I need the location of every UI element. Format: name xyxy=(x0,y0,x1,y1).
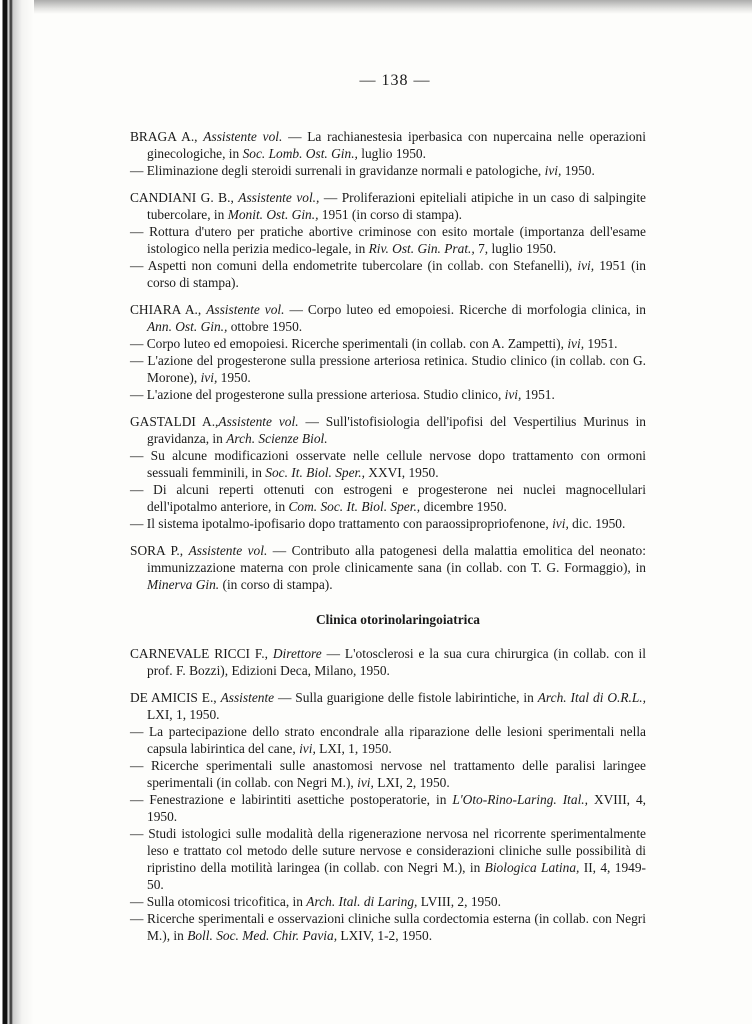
entry-text: DE AMICIS E., xyxy=(130,690,221,705)
entry-text: — Corpo luteo ed emopoiesi. Ricerche di morfologia clinica, in xyxy=(284,302,646,317)
bibliography-section-obstetrics xyxy=(130,128,646,593)
section-heading: Clinica otorinolaringoiatrica xyxy=(315,612,481,627)
bibliography-entry xyxy=(130,257,646,291)
entry-italic-text: Direttore xyxy=(272,646,322,661)
entry-italic-text: Assistente vol. xyxy=(188,543,268,558)
entry-text: LXI, 2, 1950. xyxy=(373,775,450,790)
author-group xyxy=(130,689,646,944)
entry-text: 1951. xyxy=(521,387,555,402)
entry-italic-text: Assistente vol. xyxy=(203,129,283,144)
entry-text: — Rottura d'utero per pratiche abortive criminose con esito mortale (importanza dell'esame istologico nella perizia medico-legale, in xyxy=(130,224,646,256)
page-number: — 138 — xyxy=(359,72,431,89)
bibliography-entry xyxy=(130,189,646,223)
entry-italic-text: ivi, xyxy=(357,775,374,790)
bibliography-section-otorhinolaryngology xyxy=(130,645,646,944)
entry-text: — La partecipazione dello strato encondrale alla riparazione delle lesioni sperimentali nella capsula labirintica del cane, xyxy=(130,724,646,756)
entry-text: SORA P., xyxy=(130,543,189,558)
bibliography-entry xyxy=(130,386,646,403)
entry-italic-text: Arch. Scienze Biol. xyxy=(226,431,328,446)
entry-text: — Studi istologici sulle modalità della rigenerazione nervosa nel ricorrente sperimentalmente leso e trattato col metodo delle suture nervose e considerazioni cliniche sulle possibilità di ripristino della motilità laringea (in collab. con Negri M.), in xyxy=(130,826,646,875)
entry-text: — L'azione del progesterone sulla pressione arteriosa. Studio clinico, xyxy=(130,387,505,402)
entry-text: GASTALDI A., xyxy=(130,414,219,429)
author-group xyxy=(130,128,646,179)
author-group xyxy=(130,645,646,679)
entry-italic-text: Soc. It. Biol. Sper., xyxy=(265,465,365,480)
entry-italic-text: Assistente vol. xyxy=(206,302,285,317)
bibliography xyxy=(130,128,646,954)
entry-text: 1951. xyxy=(584,336,618,351)
entry-text: — Sulla guarigione delle fistole labirintiche, in xyxy=(274,690,538,705)
bibliography-entry xyxy=(130,515,646,532)
entry-italic-text: ivi, xyxy=(504,387,522,402)
author-group xyxy=(130,413,646,532)
entry-text: — Sulla otomicosi tricofitica, in xyxy=(130,894,307,909)
entry-text: — La rachianestesia iperbasica con nupercaina nelle operazioni ginecologiche, in xyxy=(147,129,646,161)
entry-italic-text: ivi, xyxy=(552,516,569,531)
entry-text: LXI, 1, 1950. xyxy=(147,707,220,722)
entry-italic-text: Assistente vol. xyxy=(218,414,299,429)
entry-text: LXI, 1, 1950. xyxy=(315,741,392,756)
entry-italic-text: Assistente xyxy=(220,690,275,705)
entry-text: dicembre 1950. xyxy=(420,499,507,514)
entry-italic-text: ivi, xyxy=(567,336,585,351)
entry-text: — Proliferazioni epiteliali atipiche in un caso di salpingite tubercolare, in xyxy=(147,190,646,222)
entry-text: 7, luglio 1950. xyxy=(474,241,557,256)
entry-text: XVIII, 4, 1950. xyxy=(147,792,646,824)
entry-italic-text: Assistente vol., xyxy=(238,190,320,205)
entry-italic-text: ivi, xyxy=(299,741,316,756)
bibliography-entry xyxy=(130,791,646,825)
entry-italic-text: ivi, xyxy=(577,258,595,273)
entry-text: CARNEVALE RICCI F., xyxy=(130,646,273,661)
entry-text: (in corso di stampa). xyxy=(219,577,333,592)
entry-italic-text: Boll. Soc. Med. Chir. Pavia, xyxy=(187,928,338,943)
bibliography-entry xyxy=(130,893,646,910)
entry-text: — Aspetti non comuni della endometrite tubercolare (in collab. con Stefanelli), xyxy=(130,258,578,273)
bibliography-entry xyxy=(130,413,646,447)
bibliography-entry xyxy=(130,689,646,723)
entry-italic-text: Ann. Ost. Gin., xyxy=(147,319,228,334)
bibliography-entry xyxy=(130,223,646,257)
author-group xyxy=(130,301,646,403)
entry-text: II, 4, 1949-50. xyxy=(147,860,646,892)
entry-italic-text: ivi, xyxy=(544,163,562,178)
entry-text: 1950. xyxy=(217,370,251,385)
entry-text: luglio 1950. xyxy=(357,146,426,161)
author-group xyxy=(130,542,646,593)
entry-text: — Corpo luteo ed emopoiesi. Ricerche sperimentali (in collab. con A. Zampetti), xyxy=(130,336,568,351)
entry-text: — Il sistema ipotalmo-ipofisario dopo trattamento con paraossipropriofenone, xyxy=(130,516,553,531)
bibliography-entry xyxy=(130,645,646,679)
entry-text: LVIII, 2, 1950. xyxy=(417,894,501,909)
bibliography-entry xyxy=(130,910,646,944)
entry-italic-text: Soc. Lomb. Ost. Gin., xyxy=(242,146,358,161)
entry-italic-text: Com. Soc. It. Biol. Sper., xyxy=(288,499,421,514)
bibliography-entry xyxy=(130,481,646,515)
entry-text: — Sull'istofisiologia dell'ipofisi del Vespertilius Murinus in gravidanza, in xyxy=(147,414,646,446)
entry-text: — Fenestrazione e labirintiti asettiche postoperatorie, in xyxy=(130,792,453,807)
bibliography-entry xyxy=(130,542,646,593)
entry-text: 1950. xyxy=(561,163,595,178)
entry-text: CANDIANI G. B., xyxy=(130,190,239,205)
entry-italic-text: Monit. Ost. Gin., xyxy=(227,207,319,222)
entry-text: ottobre 1950. xyxy=(227,319,303,334)
entry-text: — Ricerche sperimentali sulle anastomosi nervose nel trattamento delle paralisi laringee sperimentali (in collab. con Negri M.), xyxy=(130,758,646,790)
bibliography-entry xyxy=(130,335,646,352)
bibliography-entry xyxy=(130,128,646,162)
entry-italic-text: Arch. Ital di O.R.L., xyxy=(537,690,647,705)
entry-text: — L'azione del progesterone sulla pressione arteriosa retinica. Studio clinico (in collab. con G. Morone), xyxy=(130,353,646,385)
entry-text: 1951 (in corso di stampa). xyxy=(318,207,463,222)
entry-italic-text: L'Oto-Rino-Laring. Ital., xyxy=(452,792,588,807)
entry-text: — Di alcuni reperti ottenuti con estrogeni e progesterone nei nuclei magnocellulari dell'ipotalmo anteriore, in xyxy=(130,482,646,514)
entry-text: XXVI, 1950. xyxy=(364,465,439,480)
entry-italic-text: ivi, xyxy=(200,370,218,385)
bibliography-entry xyxy=(130,723,646,757)
scan-border-left xyxy=(0,0,34,1024)
entry-text: CHIARA A., xyxy=(130,302,207,317)
entry-italic-text: Arch. Ital. di Laring, xyxy=(306,894,418,909)
entry-italic-text: Riv. Ost. Gin. Prat., xyxy=(368,241,475,256)
entry-text: — Eliminazione degli steroidi surrenali in gravidanze normali e patologiche, xyxy=(130,163,545,178)
entry-text: — Ricerche sperimentali e osservazioni cliniche sulla cordectomia esterna (in collab. con Negri M.), in xyxy=(130,911,646,943)
bibliography-entry xyxy=(130,162,646,179)
bibliography-entry xyxy=(130,447,646,481)
entry-text: dic. 1950. xyxy=(568,516,626,531)
author-group xyxy=(130,189,646,291)
entry-text: — L'otosclerosi e la sua cura chirurgica (in collab. con il prof. F. Bozzi), Edizioni Deca, Milano, 1950. xyxy=(147,646,646,678)
entry-text: — Contributo alla patogenesi della malattia emolitica del neonato: immunizzazione materna con prole clinicamente sana (in collab. con T. G. Formaggio), in xyxy=(147,543,646,575)
bibliography-entry xyxy=(130,352,646,386)
entry-text: BRAGA A., xyxy=(130,129,204,144)
entry-text: 1951 (in corso di stampa). xyxy=(147,258,647,290)
entry-text: — Su alcune modificazioni osservate nelle cellule nervose dopo trattamento con ormoni sessuali femminili, in xyxy=(130,448,646,480)
bibliography-entry xyxy=(130,301,646,335)
entry-italic-text: Biologica Latina, xyxy=(484,860,580,875)
scan-border-top xyxy=(0,0,752,14)
entry-text: LXIV, 1-2, 1950. xyxy=(337,928,433,943)
bibliography-entry xyxy=(130,825,646,893)
entry-italic-text: Minerva Gin. xyxy=(147,577,220,592)
bibliography-entry xyxy=(130,757,646,791)
